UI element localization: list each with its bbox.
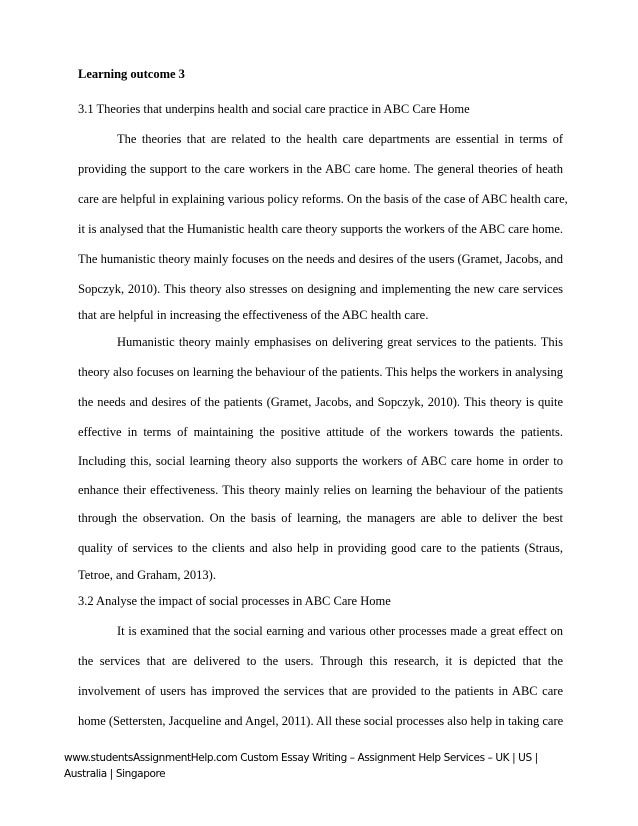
paragraph-line: the needs and desires of the patients (Gramet, Jacobs, and Sopczyk, 2010). This theory is quite <box>78 395 563 409</box>
section-title-3-2: 3.2 Analyse the impact of social processes in ABC Care Home <box>78 594 391 608</box>
paragraph-line: quality of services to the clients and also help in providing good care to the patients (Straus, <box>78 541 563 555</box>
paragraph-line: Including this, social learning theory also supports the workers of ABC care home in order to <box>78 454 563 468</box>
paragraph-line: that are helpful in increasing the effectiveness of the ABC health care. <box>78 308 429 322</box>
paragraph-line: enhance their effectiveness. This theory mainly relies on learning the behaviour of the patients <box>78 483 563 497</box>
section-title-3-1: 3.1 Theories that underpins health and social care practice in ABC Care Home <box>78 102 470 116</box>
paragraph-line: effective in terms of maintaining the positive attitude of the workers towards the patients. <box>78 425 563 439</box>
paragraph-line: involvement of users has improved the services that are provided to the patients in ABC care <box>78 684 563 698</box>
paragraph-line: it is analysed that the Humanistic health care theory supports the workers of the ABC care home. <box>78 222 563 236</box>
paragraph-line: It is examined that the social earning and various other processes made a great effect on <box>117 624 563 638</box>
heading: Learning outcome 3 <box>78 67 185 81</box>
paragraph-line: Tetroe, and Graham, 2013). <box>78 568 216 582</box>
paragraph-line: Sopczyk, 2010). This theory also stresses on designing and implementing the new care services <box>78 282 563 296</box>
paragraph-line: the services that are delivered to the users. Through this research, it is depicted that the <box>78 654 563 668</box>
paragraph-line: theory also focuses on learning the behaviour of the patients. This helps the workers in analysing <box>78 365 563 379</box>
paragraph-line: The humanistic theory mainly focuses on the needs and desires of the users (Gramet, Jacobs, and <box>78 252 563 266</box>
paragraph-line: home (Settersten, Jacqueline and Angel, 2011). All these social processes also help in taking care <box>78 714 564 728</box>
paragraph-line: Humanistic theory mainly emphasises on delivering great services to the patients. This <box>117 335 563 349</box>
footer-line: www.studentsAssignmentHelp.com Custom Essay Writing – Assignment Help Services – UK | US | <box>64 752 538 764</box>
paragraph-line: The theories that are related to the health care departments are essential in terms of <box>117 132 563 146</box>
paragraph-line: care are helpful in explaining various policy reforms. On the basis of the case of ABC health care, <box>78 192 568 206</box>
paragraph-line: through the observation. On the basis of learning, the managers are able to deliver the best <box>78 511 563 525</box>
paragraph-line: providing the support to the care workers in the ABC care home. The general theories of heath <box>78 162 563 176</box>
footer-line: Australia | Singapore <box>64 768 166 780</box>
